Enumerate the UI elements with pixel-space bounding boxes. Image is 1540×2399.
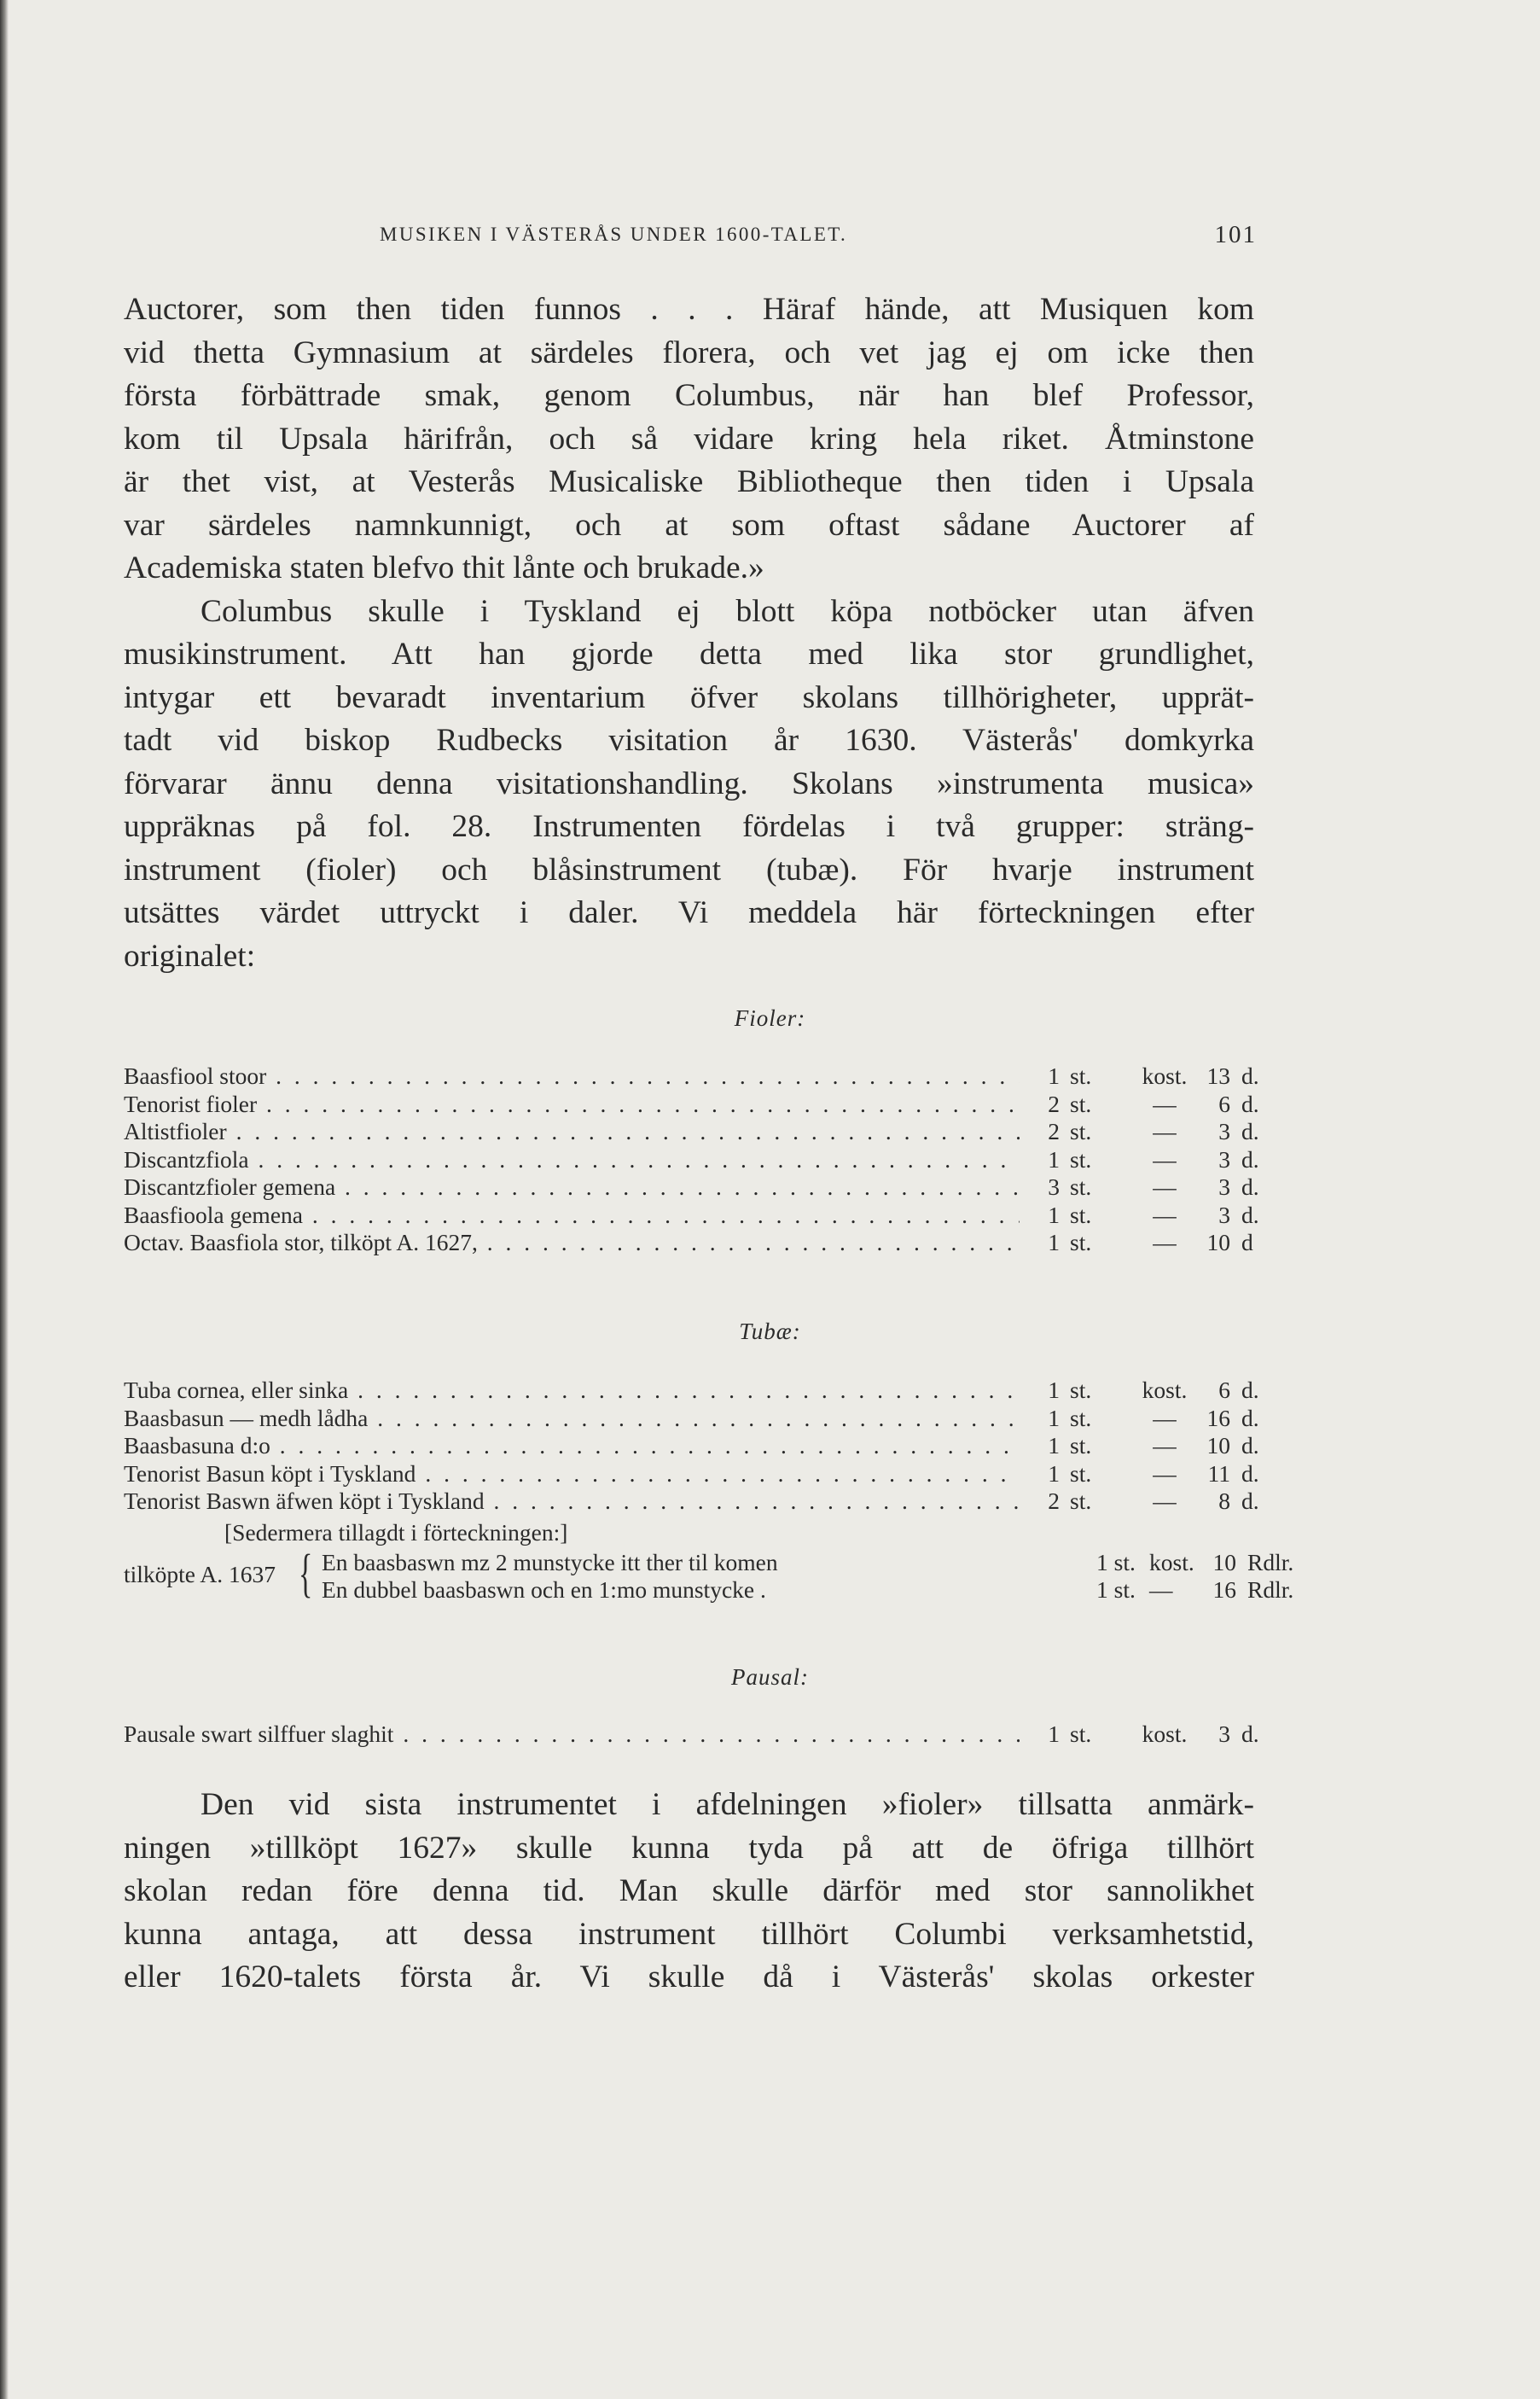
item-price: — (1153, 1118, 1177, 1144)
item-st: st. (1070, 1404, 1092, 1431)
item-qty: 2 (1048, 1090, 1060, 1117)
text-line: ningen »tillköpt 1627» skulle kunna tyda på att de öfriga tillhört (124, 1830, 1254, 1866)
group-label: tilköpte A. 1637 (124, 1561, 276, 1587)
item-st: st. (1070, 1432, 1092, 1459)
item-price: kost. (1142, 1721, 1188, 1747)
item-unit: d. (1241, 1173, 1259, 1200)
text-line: eller 1620-talets första år. Vi skulle då i Västerås' skolas orkester (124, 1959, 1254, 1994)
text-line: intygar ett bevaradt inventarium öfver skolans tillhörigheter, upprät- (124, 679, 1254, 715)
body-paragraph-bottom (124, 1784, 1254, 2000)
item-value: 6 (1218, 1377, 1230, 1403)
item-price: kost. (1142, 1377, 1188, 1403)
text-line: tadt vid biskop Rudbecks visitation år 1630. Västerås' domkyrka (124, 723, 1254, 758)
item-value: 3 (1218, 1721, 1230, 1747)
item-name: Baasbasun — medh lådha (124, 1404, 369, 1431)
page-number: 101 (1214, 221, 1257, 248)
item-unit: d. (1241, 1145, 1259, 1173)
item-qty: 1 (1048, 1201, 1060, 1228)
inventory-row (124, 1404, 1259, 1433)
item-value: 10 (1206, 1229, 1230, 1255)
inventory-pausal (124, 1721, 1259, 1749)
inventory-row (124, 1432, 1259, 1460)
item-unit: d. (1241, 1459, 1259, 1487)
item-qty: 2 (1048, 1488, 1060, 1514)
inventory-row (124, 1488, 1259, 1516)
item-unit: d. (1241, 1377, 1259, 1403)
item-value: 16 (1206, 1404, 1230, 1431)
group-item-value: 16 (1212, 1576, 1236, 1603)
inventory-row (124, 1063, 1259, 1091)
inventory-row (124, 1118, 1259, 1146)
inventory-row (124, 1377, 1259, 1405)
item-value: 10 (1206, 1432, 1230, 1459)
item-price: — (1153, 1459, 1177, 1487)
item-value: 11 (1207, 1459, 1230, 1487)
text-line: uppräknas på fol. 28. Instrumenten fördelas i två grupper: sträng- (124, 809, 1254, 844)
page-edge-shadow (0, 0, 9, 2399)
item-price: — (1153, 1201, 1177, 1228)
item-price: — (1153, 1488, 1177, 1514)
item-unit: d. (1241, 1118, 1259, 1144)
text-line: Columbus skulle i Tyskland ej blott köpa notböcker utan äfven (200, 593, 1254, 629)
inventory-row (124, 1229, 1254, 1257)
item-price: — (1153, 1229, 1177, 1255)
item-name: Discantzfiola (124, 1145, 249, 1173)
item-st: st. (1070, 1145, 1092, 1173)
item-value: 8 (1218, 1488, 1230, 1514)
group-item-qty: 1 st. (1096, 1549, 1136, 1575)
item-name: Baasfioola gemena (124, 1201, 303, 1228)
item-st: st. (1070, 1118, 1092, 1144)
inventory-fioler (124, 1063, 1259, 1257)
item-st: st. (1070, 1090, 1092, 1117)
item-st: st. (1070, 1173, 1092, 1200)
item-st: st. (1070, 1063, 1092, 1089)
heading-fioler: Fioler: (734, 1005, 806, 1031)
item-price: kost. (1142, 1063, 1188, 1089)
item-qty: 1 (1048, 1063, 1060, 1089)
item-price: — (1153, 1145, 1177, 1173)
group-item (322, 1576, 1294, 1604)
item-price: — (1153, 1404, 1177, 1431)
brace-glyph: { (299, 1545, 313, 1603)
item-value: 3 (1218, 1201, 1230, 1228)
item-name: Octav. Baasfiola stor, tilköpt A. 1627, (124, 1229, 478, 1255)
item-st: st. (1070, 1377, 1092, 1403)
item-qty: 3 (1048, 1173, 1060, 1200)
heading-tubae: Tubæ: (739, 1319, 801, 1344)
text-line: första förbättrade smak, genom Columbus, när han blef Professor, (124, 378, 1254, 413)
item-unit: d. (1241, 1201, 1259, 1228)
text-line: Auctorer, som then tiden funnos . . . Häraf hände, att Musiquen kom (124, 292, 1254, 327)
item-unit: d. (1241, 1404, 1259, 1431)
item-st: st. (1070, 1229, 1092, 1255)
text-line: instrument (fioler) och blåsinstrument (tubæ). För hvarje instrument (124, 852, 1254, 888)
item-st: st. (1070, 1459, 1092, 1487)
item-name: Tenorist Baswn äfwen köpt i Tyskland (124, 1488, 485, 1514)
text-line: Academiska staten blefvo thit lånte och brukade.» (124, 550, 764, 585)
item-value: 13 (1206, 1063, 1230, 1089)
text-line: förvarar ännu denna visitationshandling. Skolans »instrumenta musica» (124, 766, 1254, 801)
group-item-price: kost. (1149, 1549, 1194, 1575)
inventory-row (124, 1721, 1259, 1749)
group-item-text: En dubbel baasbaswn och en 1:mo munstycke . (322, 1576, 766, 1603)
item-unit: d. (1241, 1488, 1259, 1514)
inventory-row (124, 1201, 1259, 1230)
item-st: st. (1070, 1488, 1092, 1514)
text-line: Den vid sista instrumentet i afdelningen »fioler» tillsatta anmärk- (200, 1787, 1254, 1822)
item-name: Baasbasuna d:o (124, 1432, 270, 1459)
item-qty: 1 (1048, 1229, 1060, 1255)
group-item-unit: Rdlr. (1247, 1549, 1294, 1575)
item-name: Pausale swart silffuer slaghit (124, 1721, 394, 1747)
item-unit: d (1241, 1229, 1253, 1255)
item-qty: 1 (1048, 1459, 1060, 1487)
item-qty: 1 (1048, 1721, 1060, 1747)
inventory-row (124, 1145, 1259, 1174)
item-name: Tuba cornea, eller sinka (124, 1377, 349, 1403)
group-items (322, 1549, 1294, 1604)
running-title: MUSIKEN I VÄSTERÅS UNDER 1600-TALET. (380, 224, 848, 245)
item-qty: 2 (1048, 1118, 1060, 1144)
text-line: var särdeles namnkunnigt, och at som oftast sådane Auctorer af (124, 507, 1254, 543)
item-name: Discantzfioler gemena (124, 1173, 336, 1200)
item-st: st. (1070, 1201, 1092, 1228)
item-st: st. (1070, 1721, 1092, 1747)
group-item-value: 10 (1212, 1549, 1236, 1575)
text-line: kom til Upsala härifrån, och så vidare kring hela riket. Åtminstone (124, 421, 1254, 457)
group-item (322, 1549, 1294, 1576)
text-line: utsättes värdet uttryckt i daler. Vi meddela här förteckningen efter (124, 895, 1254, 930)
item-unit: d. (1241, 1063, 1259, 1089)
item-name: Tenorist fioler (124, 1090, 258, 1117)
inventory-tubae (124, 1377, 1259, 1516)
item-name: Baasfiool stoor (124, 1063, 267, 1089)
text-line: kunna antaga, att dessa instrument tillhört Columbi verksamhetstid, (124, 1916, 1254, 1952)
item-value: 3 (1218, 1173, 1230, 1200)
text-line: originalet: (124, 938, 256, 974)
item-qty: 1 (1048, 1145, 1060, 1173)
item-price: — (1153, 1173, 1177, 1200)
inventory-row (124, 1459, 1259, 1488)
group-item-text: En baasbaswn mz 2 munstycke itt ther til komen (322, 1549, 778, 1575)
item-unit: d. (1241, 1432, 1259, 1459)
item-unit: d. (1241, 1721, 1259, 1747)
item-value: 6 (1218, 1090, 1230, 1117)
inventory-note: [Sedermera tillagdt i förteckningen:] (224, 1519, 568, 1546)
item-qty: 1 (1048, 1377, 1060, 1403)
text-line: vid thetta Gymnasium at särdeles florera, och vet jag ej om icke then (124, 335, 1254, 370)
group-item-unit: Rdlr. (1247, 1576, 1294, 1603)
text-line: skolan redan före denna tid. Man skulle därför med stor sannolikhet (124, 1873, 1254, 1908)
item-name: Altistfioler (124, 1118, 227, 1144)
group-item-qty: 1 st. (1096, 1576, 1136, 1603)
item-price: — (1153, 1090, 1177, 1117)
inventory-row (124, 1090, 1259, 1119)
item-unit: d. (1241, 1090, 1259, 1117)
text-line: musikinstrument. Att han gjorde detta med lika stor grundlighet, (124, 637, 1254, 672)
body-paragraph-top (124, 288, 1254, 978)
heading-pausal: Pausal: (731, 1664, 809, 1690)
item-value: 3 (1218, 1145, 1230, 1173)
group-item-price: — (1149, 1576, 1173, 1603)
inventory-row (124, 1173, 1259, 1202)
item-price: — (1153, 1432, 1177, 1459)
item-qty: 1 (1048, 1404, 1060, 1431)
item-name: Tenorist Basun köpt i Tyskland (124, 1459, 416, 1487)
item-qty: 1 (1048, 1432, 1060, 1459)
item-value: 3 (1218, 1118, 1230, 1144)
text-line: är thet vist, at Vesterås Musicaliske Bibliotheque then tiden i Upsala (124, 464, 1254, 499)
